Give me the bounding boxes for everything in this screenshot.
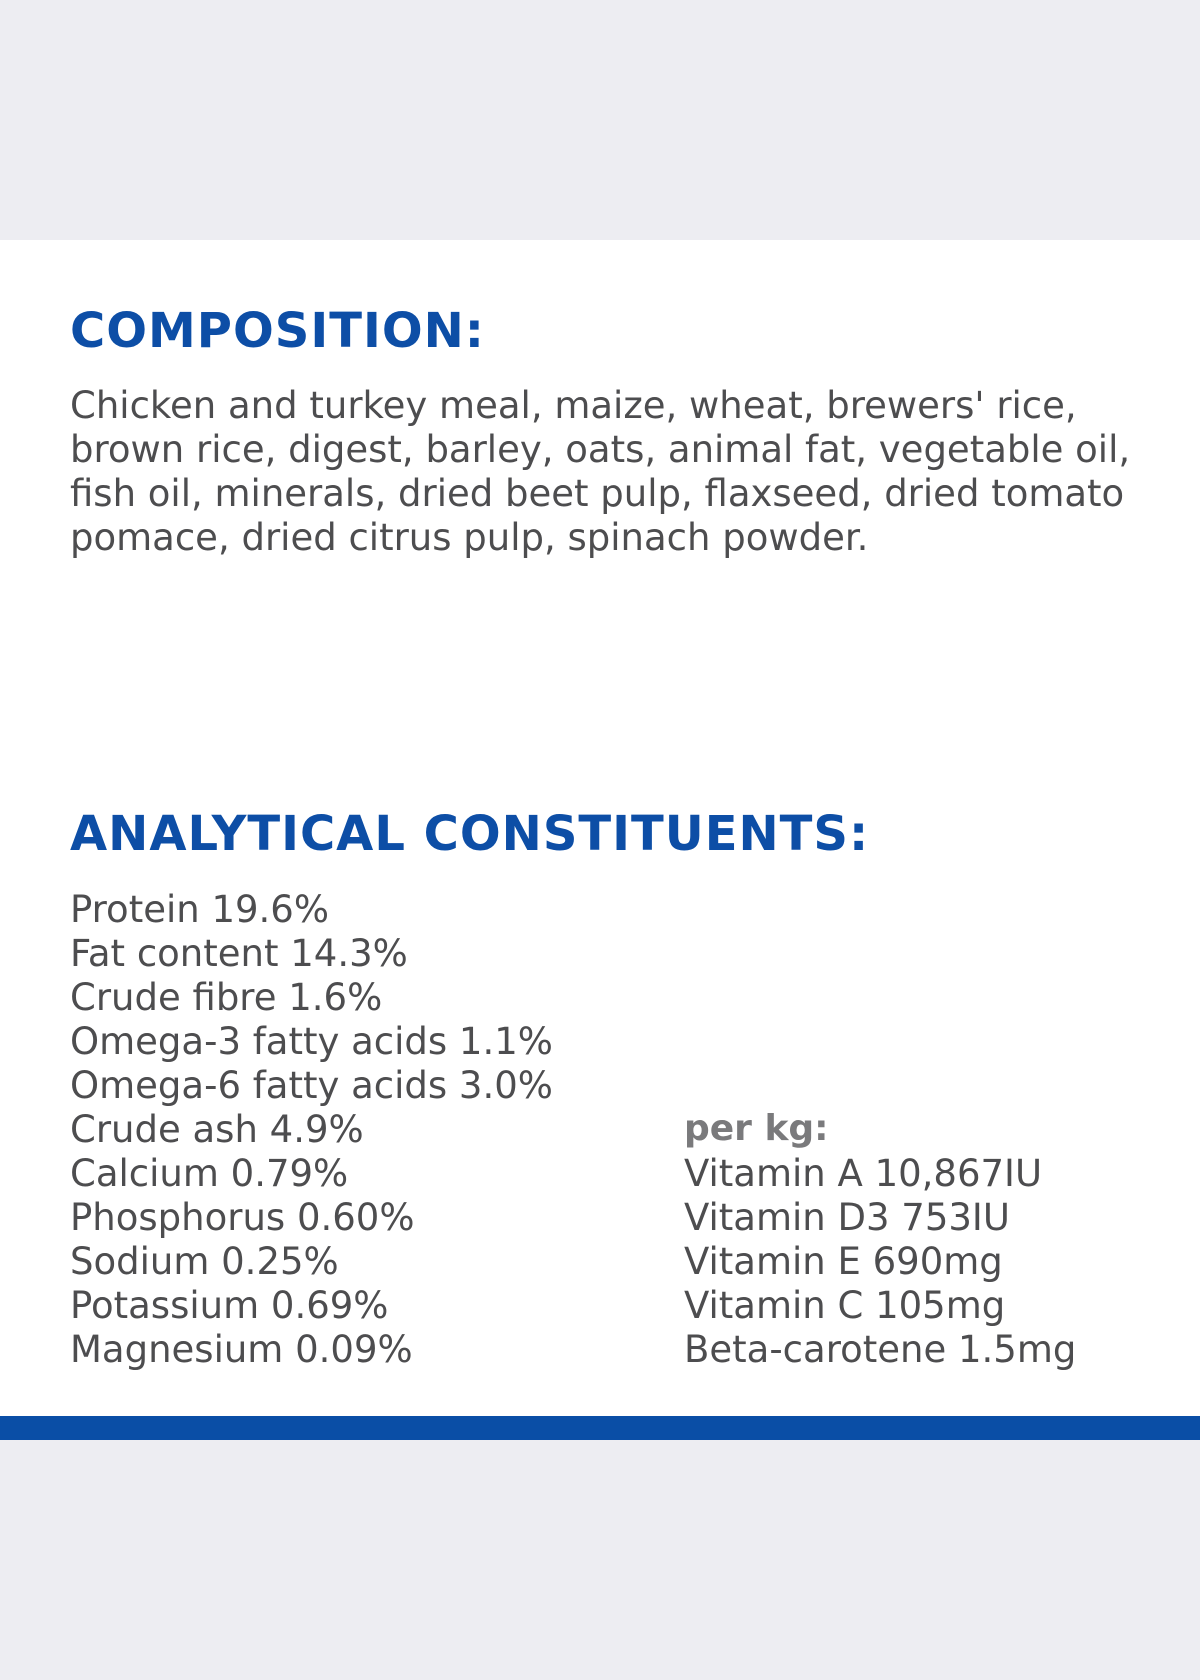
- vitamin-item: Beta-carotene 1.5mg: [684, 1328, 1077, 1371]
- constituent-item: Crude fibre 1.6%: [70, 976, 383, 1019]
- vitamin-item: Vitamin D3 753IU: [684, 1196, 1010, 1239]
- constituent-item: Sodium 0.25%: [70, 1240, 339, 1283]
- constituent-item: Calcium 0.79%: [70, 1152, 349, 1195]
- constituent-item: Fat content 14.3%: [70, 932, 408, 975]
- constituents-list: [70, 888, 553, 1372]
- per-kg-label: per kg:: [684, 1108, 829, 1149]
- constituent-item: Crude ash 4.9%: [70, 1108, 364, 1151]
- constituent-item: Protein 19.6%: [70, 888, 329, 931]
- vitamin-item: Vitamin E 690mg: [684, 1240, 1003, 1283]
- vitamin-item: Vitamin C 105mg: [684, 1284, 1006, 1327]
- analytical-constituents-heading: ANALYTICAL CONSTITUENTS:: [70, 806, 870, 862]
- composition-text: Chicken and turkey meal, maize, wheat, brewers' rice, brown rice, digest, barley, oats, animal fat, vegetable oil, fish oil, minerals, dried beet pulp, flaxseed, dried tomato pomace, dried citrus pulp, spinach powder.: [70, 384, 1131, 559]
- composition-heading: COMPOSITION:: [70, 303, 485, 359]
- vitamin-item: Vitamin A 10,867IU: [684, 1152, 1043, 1195]
- constituent-item: Phosphorus 0.60%: [70, 1196, 415, 1239]
- constituent-item: Magnesium 0.09%: [70, 1328, 413, 1371]
- per-kg-list: [684, 1108, 1076, 1372]
- bottom-accent-bar: [0, 1416, 1200, 1440]
- constituent-item: Potassium 0.69%: [70, 1284, 389, 1327]
- constituent-item: Omega-3 fatty acids 1.1%: [70, 1020, 553, 1063]
- constituent-item: Omega-6 fatty acids 3.0%: [70, 1064, 553, 1107]
